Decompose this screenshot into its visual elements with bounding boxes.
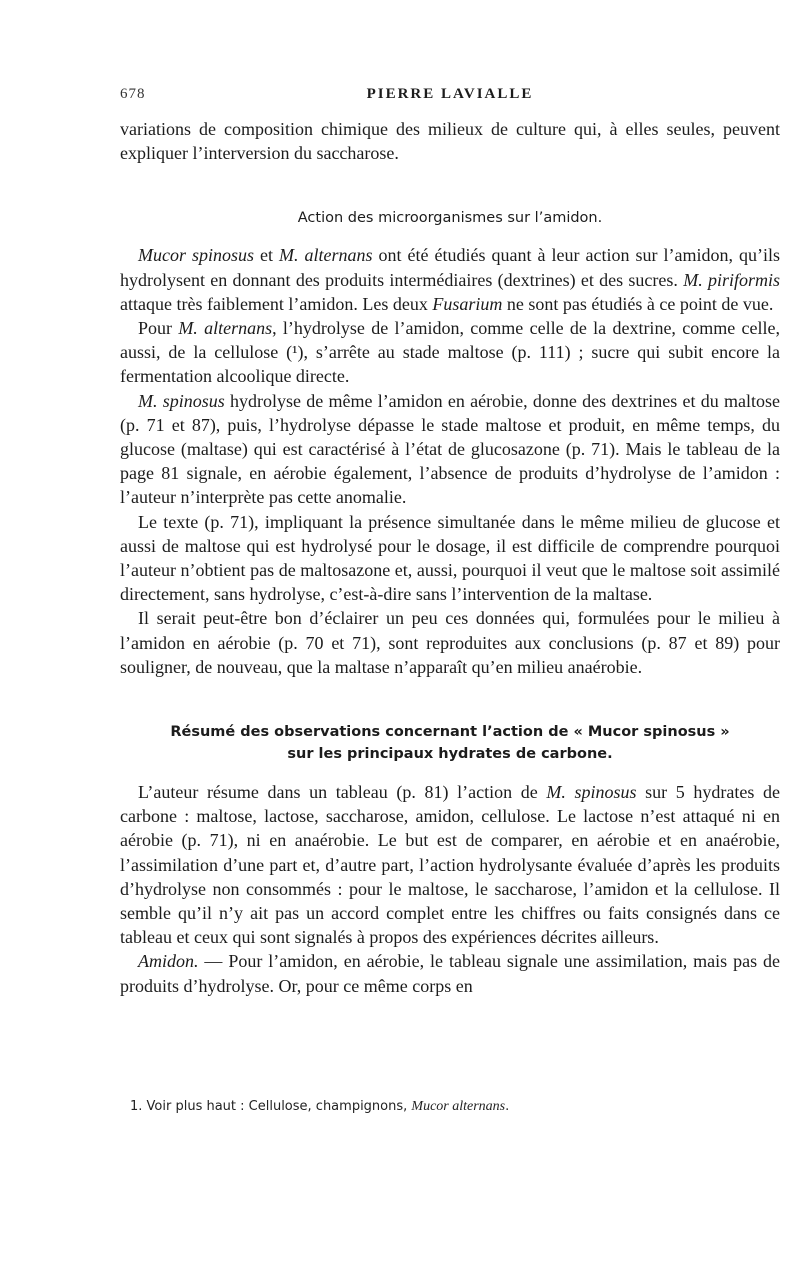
paragraph-mucor-species: Mucor spinosus et M. alternans ont été étudiés quant à leur action sur l’amidon, qu’ils hydrolysent en donnant des produits intermédiaires (dextrines) et des sucres. M. piriformis attaque très faiblement l’amidon. Les deux Fusarium ne sont pas étudiés à ce point de vue. [120, 245, 780, 314]
paragraph-amidon: Amidon. — Pour l’amidon, en aérobie, le tableau signale une assimilation, mais pas de produits d’hydrolyse. Or, pour ce même corps en [120, 951, 780, 996]
page-body [120, 117, 780, 998]
paragraph-alternans: Pour M. alternans, l’hydrolyse de l’amidon, comme celle de la dextrine, comme celle, aussi, de la cellulose (¹), s’arrête au stade maltose (p. 111) ; sucre qui subit encore la fermentation alcoolique directe. [120, 318, 780, 387]
page-number: 678 [120, 86, 146, 102]
running-title: PIERRE LAVIALLE [366, 86, 534, 102]
section-title-line: Résumé des observations concernant l’action de « Mucor spinosus » [170, 724, 730, 741]
page-header [120, 86, 780, 110]
paragraph-spinosus: M. spinosus hydrolyse de même l’amidon en aérobie, donne des dextrines et du maltose (p. 71 et 87), puis, l’hydrolyse dépasse le stade maltose et produit, en même temps, du glucose (maltase) qui est caractérisé à l’état de glucosazone (p. 71). Mais le tableau de la page 81 signale, en aérobie également, l’absence de produits d’hydrolyse de l’amidon : l’auteur n’interprète pas cette anomalie. [120, 390, 781, 508]
footnote: 1. Voir plus haut : Cellulose, champignons, Mucor alternans. [130, 1099, 510, 1114]
section-title-line: sur les principaux hydrates de carbone. [287, 746, 613, 763]
paragraph-resume: L’auteur résume dans un tableau (p. 81) l’action de M. spinosus sur 5 hydrates de carbone : maltose, lactose, saccharose, amidon, cellulose. Le lactose n’est attaqué ni en aérobie (p. 71), ni en anaérobie. Le but est de comparer, en aérobie et en anaérobie, l’assimilation d’une part et, d’autre part, l’action hydrolysante évaluée d’après les produits d’hydrolyse non consommés : pour le maltose, le saccharose, l’amidon et la cellulose. Il semble qu’il n’y ait pas un accord complet entre les chiffres ou faits consignés dans ce tableau et ceux qui sont signalés à propos des expériences décrites ailleurs. [120, 782, 780, 948]
paragraph-texte: Le texte (p. 71), impliquant la présence simultanée dans le même milieu de glucose et aussi de maltose qui est hydrolysé pour le dosage, il est difficile de comprendre pourquoi l’auteur n’obtient pas de maltosazone et, aussi, pourquoi il veut que le maltose soit assimilé directement, sans hydrolyse, c’est-à-dire sans l’intervention de la maltase. [120, 511, 780, 605]
continuation-paragraph: variations de composition chimique des milieux de culture qui, à elles seules, peuvent expliquer l’interversion du saccharose. [120, 119, 780, 164]
paragraph-eclairer: Il serait peut-être bon d’éclairer un peu ces données qui, formulées pour le milieu à l’amidon en aérobie (p. 70 et 71), sont reproduites aux conclusions (p. 87 et 89) pour souligner, de nouveau, que la maltase n’apparaît qu’en milieu anaérobie. [120, 608, 780, 677]
section-title-resume [120, 721, 780, 765]
section-title-amidon: Action des microorganismes sur l’amidon. [297, 210, 603, 227]
